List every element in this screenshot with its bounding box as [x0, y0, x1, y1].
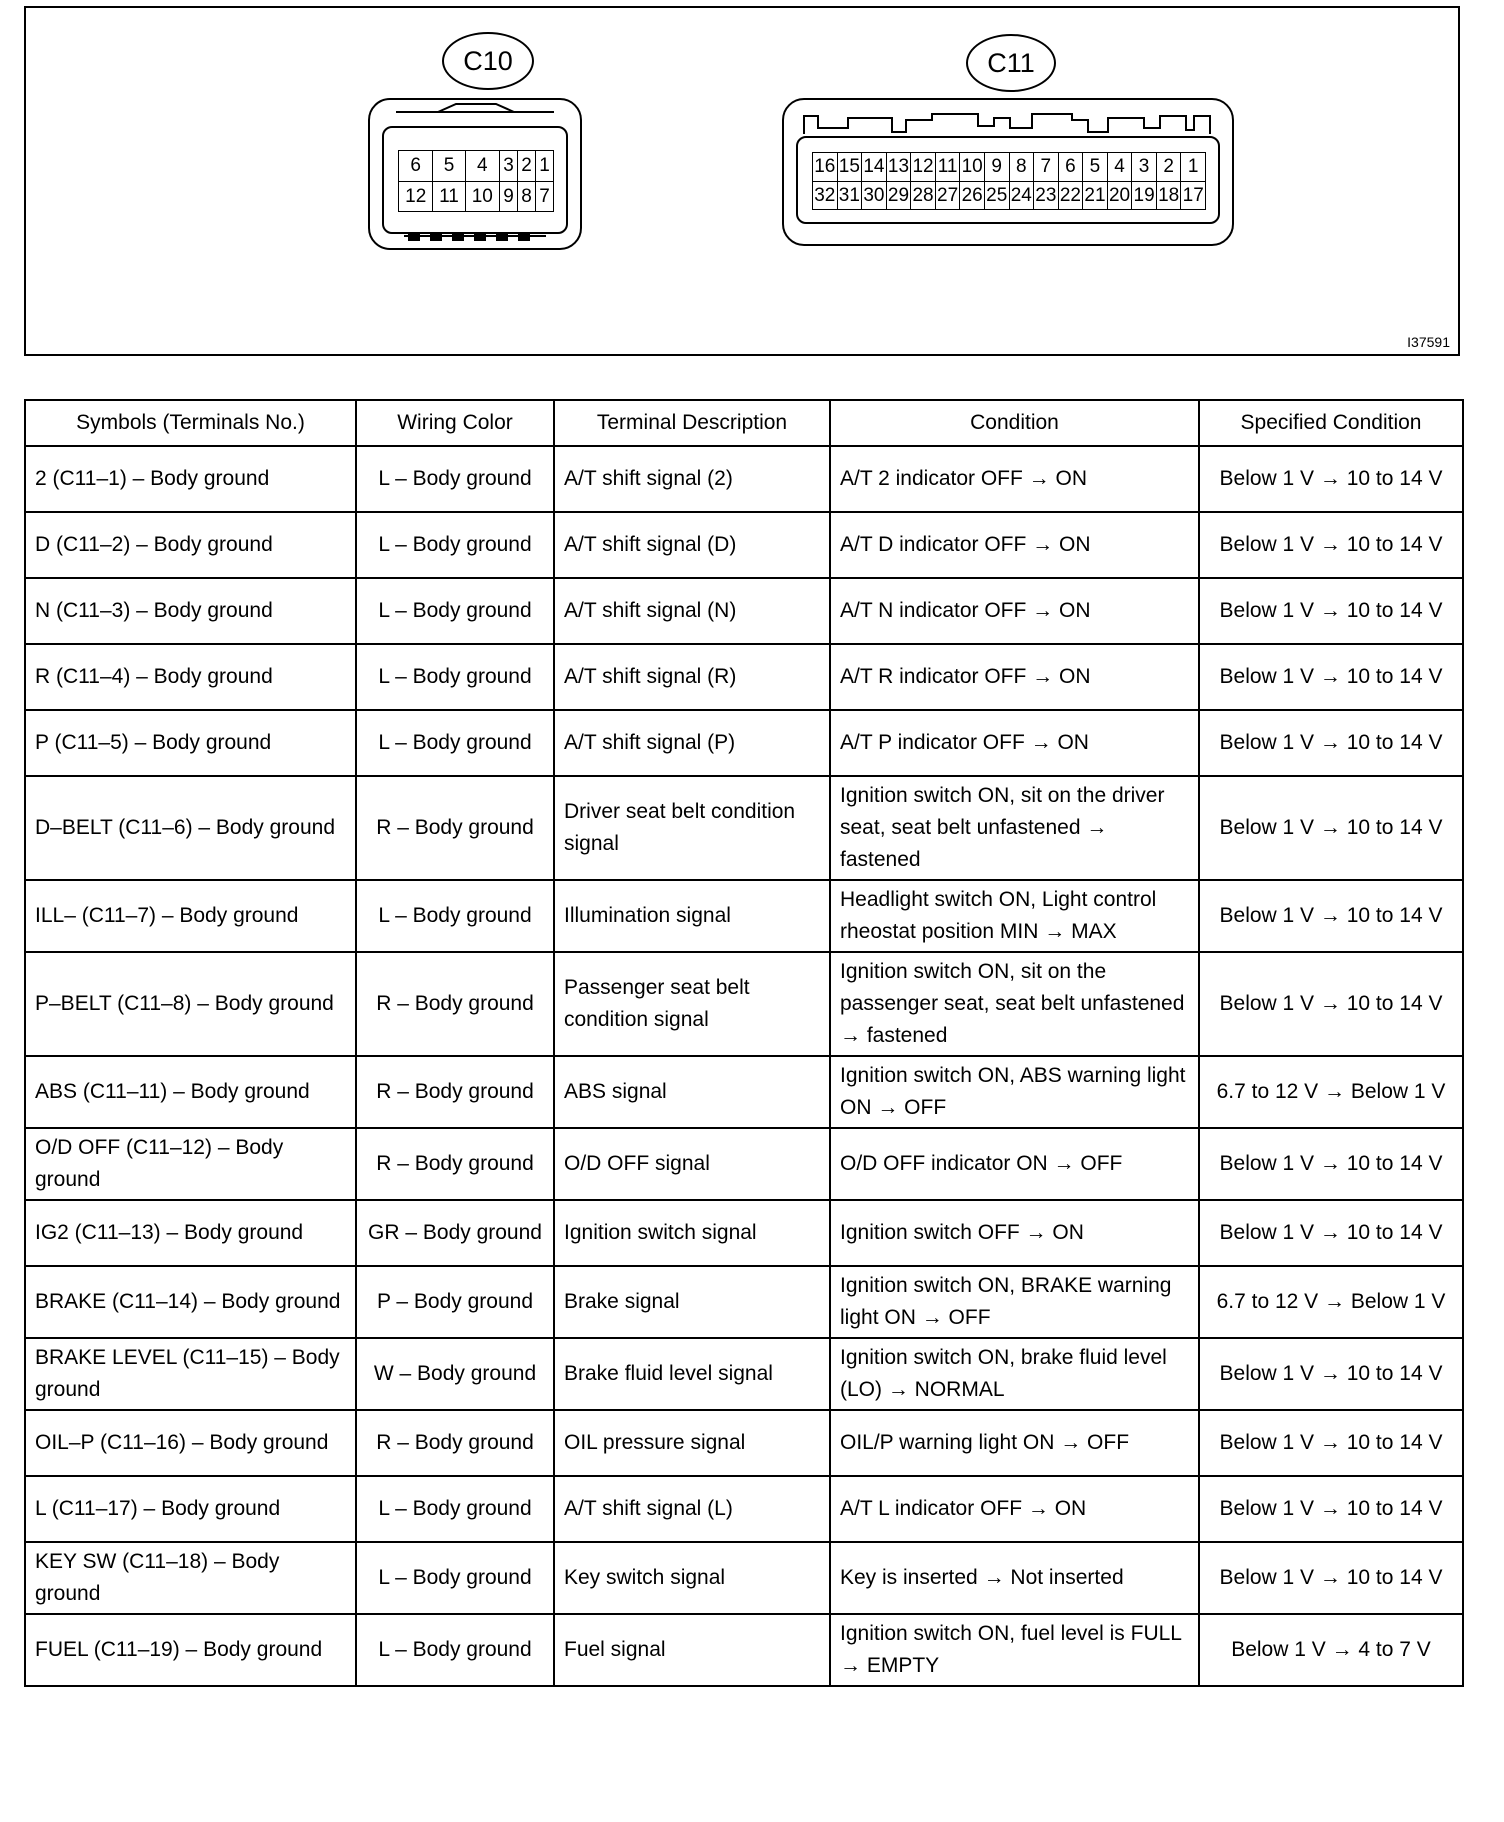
table-row	[25, 512, 1463, 578]
cell-symbol: BRAKE LEVEL (C11–15) – Body ground	[25, 1338, 356, 1410]
c11-pin: 9	[984, 153, 1009, 182]
c10-pin: 8	[517, 181, 535, 212]
table-row	[25, 578, 1463, 644]
cell-terminal-description: A/T shift signal (R)	[554, 644, 830, 710]
cell-specified-condition: Below 1 V → 10 to 14 V	[1199, 446, 1463, 512]
c10-bottom-tabs-icon	[368, 232, 582, 246]
table-row	[25, 776, 1463, 880]
c10-latch-icon	[368, 98, 582, 128]
c11-pin: 30	[862, 181, 887, 210]
c11-pin: 18	[1156, 181, 1181, 210]
cell-terminal-description: O/D OFF signal	[554, 1128, 830, 1200]
cell-wiring-color: L – Body ground	[356, 710, 554, 776]
c11-pin: 24	[1009, 181, 1034, 210]
cell-wiring-color: R – Body ground	[356, 1410, 554, 1476]
cell-symbol: OIL–P (C11–16) – Body ground	[25, 1410, 356, 1476]
cell-specified-condition: Below 1 V → 10 to 14 V	[1199, 1476, 1463, 1542]
cell-specified-condition: Below 1 V → 10 to 14 V	[1199, 1338, 1463, 1410]
c11-pin-grid	[812, 152, 1206, 210]
header-wiring-color: Wiring Color	[356, 400, 554, 446]
c11-pin: 6	[1058, 153, 1083, 182]
cell-terminal-description: OIL pressure signal	[554, 1410, 830, 1476]
header-terminal-description: Terminal Description	[554, 400, 830, 446]
c11-pin: 22	[1058, 181, 1083, 210]
c10-pin: 6	[399, 151, 433, 182]
cell-symbol: BRAKE (C11–14) – Body ground	[25, 1266, 356, 1338]
table-row	[25, 1476, 1463, 1542]
cell-specified-condition: Below 1 V → 10 to 14 V	[1199, 578, 1463, 644]
cell-specified-condition: 6.7 to 12 V → Below 1 V	[1199, 1266, 1463, 1338]
header-symbols: Symbols (Terminals No.)	[25, 400, 356, 446]
cell-specified-condition: Below 1 V → 10 to 14 V	[1199, 644, 1463, 710]
cell-symbol: L (C11–17) – Body ground	[25, 1476, 356, 1542]
cell-symbol: FUEL (C11–19) – Body ground	[25, 1614, 356, 1686]
table-row	[25, 1338, 1463, 1410]
cell-condition: Key is inserted → Not inserted	[830, 1542, 1199, 1614]
cell-specified-condition: 6.7 to 12 V → Below 1 V	[1199, 1056, 1463, 1128]
cell-symbol: O/D OFF (C11–12) – Body ground	[25, 1128, 356, 1200]
cell-condition: A/T N indicator OFF → ON	[830, 578, 1199, 644]
cell-wiring-color: L – Body ground	[356, 644, 554, 710]
c10-pin: 2	[517, 151, 535, 182]
table-row	[25, 1614, 1463, 1686]
cell-condition: A/T P indicator OFF → ON	[830, 710, 1199, 776]
c10-pin: 11	[433, 181, 465, 212]
cell-terminal-description: Ignition switch signal	[554, 1200, 830, 1266]
cell-wiring-color: W – Body ground	[356, 1338, 554, 1410]
c10-pin-housing	[382, 126, 568, 234]
cell-terminal-description: A/T shift signal (N)	[554, 578, 830, 644]
table-row	[25, 1128, 1463, 1200]
c11-pin: 4	[1107, 153, 1132, 182]
c11-pin: 32	[813, 181, 838, 210]
c11-pin: 3	[1132, 153, 1157, 182]
cell-symbol: R (C11–4) – Body ground	[25, 644, 356, 710]
table-row	[25, 446, 1463, 512]
cell-wiring-color: R – Body ground	[356, 952, 554, 1056]
cell-wiring-color: L – Body ground	[356, 446, 554, 512]
cell-specified-condition: Below 1 V → 10 to 14 V	[1199, 710, 1463, 776]
cell-terminal-description: Passenger seat belt condition signal	[554, 952, 830, 1056]
c11-pin: 14	[862, 153, 887, 182]
table-row	[25, 1266, 1463, 1338]
cell-symbol: ILL– (C11–7) – Body ground	[25, 880, 356, 952]
cell-wiring-color: P – Body ground	[356, 1266, 554, 1338]
cell-wiring-color: R – Body ground	[356, 1128, 554, 1200]
c11-pin: 11	[935, 153, 960, 182]
c10-connector	[368, 98, 582, 250]
table-row	[25, 952, 1463, 1056]
header-condition: Condition	[830, 400, 1199, 446]
c11-pin: 10	[960, 153, 985, 182]
cell-condition: A/T R indicator OFF → ON	[830, 644, 1199, 710]
c10-pin-grid	[398, 150, 554, 212]
c11-pin: 13	[886, 153, 911, 182]
cell-specified-condition: Below 1 V → 4 to 7 V	[1199, 1614, 1463, 1686]
header-specified-condition: Specified Condition	[1199, 400, 1463, 446]
c11-pin: 7	[1034, 153, 1059, 182]
c10-pin: 10	[465, 181, 499, 212]
cell-wiring-color: L – Body ground	[356, 880, 554, 952]
cell-specified-condition: Below 1 V → 10 to 14 V	[1199, 1200, 1463, 1266]
c11-pin: 5	[1083, 153, 1108, 182]
cell-symbol: P–BELT (C11–8) – Body ground	[25, 952, 356, 1056]
cell-symbol: KEY SW (C11–18) – Body ground	[25, 1542, 356, 1614]
cell-wiring-color: L – Body ground	[356, 1476, 554, 1542]
cell-condition: OIL/P warning light ON → OFF	[830, 1410, 1199, 1476]
c11-pin: 2	[1156, 153, 1181, 182]
c10-pin: 5	[433, 151, 465, 182]
cell-condition: Ignition switch ON, brake fluid level (LO) → NORMAL	[830, 1338, 1199, 1410]
cell-terminal-description: Key switch signal	[554, 1542, 830, 1614]
c11-pin: 17	[1181, 181, 1206, 210]
cell-wiring-color: L – Body ground	[356, 1542, 554, 1614]
cell-terminal-description: A/T shift signal (P)	[554, 710, 830, 776]
table-row	[25, 1410, 1463, 1476]
cell-wiring-color: L – Body ground	[356, 512, 554, 578]
cell-symbol: P (C11–5) – Body ground	[25, 710, 356, 776]
c11-pin-housing	[796, 136, 1220, 224]
cell-symbol: IG2 (C11–13) – Body ground	[25, 1200, 356, 1266]
c11-pin: 12	[911, 153, 936, 182]
table-row	[25, 710, 1463, 776]
c11-pin: 26	[960, 181, 985, 210]
c11-connector	[782, 98, 1234, 246]
cell-symbol: D (C11–2) – Body ground	[25, 512, 356, 578]
c10-pin: 3	[500, 151, 518, 182]
cell-wiring-color: L – Body ground	[356, 1614, 554, 1686]
cell-terminal-description: Brake fluid level signal	[554, 1338, 830, 1410]
cell-specified-condition: Below 1 V → 10 to 14 V	[1199, 1542, 1463, 1614]
cell-condition: O/D OFF indicator ON → OFF	[830, 1128, 1199, 1200]
c10-pin: 12	[399, 181, 433, 212]
terminal-spec-table	[24, 399, 1464, 1687]
cell-wiring-color: L – Body ground	[356, 578, 554, 644]
c11-pin: 19	[1132, 181, 1157, 210]
cell-symbol: D–BELT (C11–6) – Body ground	[25, 776, 356, 880]
cell-condition: Ignition switch ON, sit on the driver seat, seat belt unfastened → fastened	[830, 776, 1199, 880]
cell-wiring-color: GR – Body ground	[356, 1200, 554, 1266]
cell-specified-condition: Below 1 V → 10 to 14 V	[1199, 1128, 1463, 1200]
c10-pin: 9	[500, 181, 518, 212]
cell-condition: A/T L indicator OFF → ON	[830, 1476, 1199, 1542]
cell-condition: A/T D indicator OFF → ON	[830, 512, 1199, 578]
c11-pin: 16	[813, 153, 838, 182]
c11-pin: 21	[1083, 181, 1108, 210]
c11-pin: 31	[837, 181, 862, 210]
c10-pin: 7	[535, 181, 553, 212]
table-row	[25, 1542, 1463, 1614]
cell-condition: A/T 2 indicator OFF → ON	[830, 446, 1199, 512]
cell-terminal-description: Brake signal	[554, 1266, 830, 1338]
cell-condition: Ignition switch ON, ABS warning light ON → OFF	[830, 1056, 1199, 1128]
c11-pin: 20	[1107, 181, 1132, 210]
cell-terminal-description: Fuel signal	[554, 1614, 830, 1686]
c11-label: C11	[966, 34, 1056, 92]
c11-pin: 27	[935, 181, 960, 210]
c11-pin: 15	[837, 153, 862, 182]
table-header-row	[25, 400, 1463, 446]
c10-label: C10	[442, 32, 534, 90]
connector-figure	[24, 6, 1460, 356]
cell-condition: Ignition switch ON, BRAKE warning light ON → OFF	[830, 1266, 1199, 1338]
c11-pin: 23	[1034, 181, 1059, 210]
cell-terminal-description: A/T shift signal (L)	[554, 1476, 830, 1542]
c11-pin: 28	[911, 181, 936, 210]
cell-condition: Headlight switch ON, Light control rheostat position MIN → MAX	[830, 880, 1199, 952]
cell-specified-condition: Below 1 V → 10 to 14 V	[1199, 1410, 1463, 1476]
cell-wiring-color: R – Body ground	[356, 776, 554, 880]
c11-pin: 25	[984, 181, 1009, 210]
cell-terminal-description: A/T shift signal (2)	[554, 446, 830, 512]
cell-specified-condition: Below 1 V → 10 to 14 V	[1199, 880, 1463, 952]
table-row	[25, 880, 1463, 952]
cell-specified-condition: Below 1 V → 10 to 14 V	[1199, 512, 1463, 578]
cell-wiring-color: R – Body ground	[356, 1056, 554, 1128]
cell-terminal-description: ABS signal	[554, 1056, 830, 1128]
cell-specified-condition: Below 1 V → 10 to 14 V	[1199, 776, 1463, 880]
cell-terminal-description: A/T shift signal (D)	[554, 512, 830, 578]
cell-symbol: N (C11–3) – Body ground	[25, 578, 356, 644]
c11-pin: 29	[886, 181, 911, 210]
cell-symbol: 2 (C11–1) – Body ground	[25, 446, 356, 512]
cell-symbol: ABS (C11–11) – Body ground	[25, 1056, 356, 1128]
c11-pin: 1	[1181, 153, 1206, 182]
c11-pin: 8	[1009, 153, 1034, 182]
cell-condition: Ignition switch OFF → ON	[830, 1200, 1199, 1266]
table-row	[25, 1200, 1463, 1266]
cell-terminal-description: Illumination signal	[554, 880, 830, 952]
c10-pin: 4	[465, 151, 499, 182]
table-row	[25, 644, 1463, 710]
cell-condition: Ignition switch ON, fuel level is FULL → EMPTY	[830, 1614, 1199, 1686]
figure-id: I37591	[1407, 334, 1450, 350]
c10-pin: 1	[535, 151, 553, 182]
cell-terminal-description: Driver seat belt condition signal	[554, 776, 830, 880]
cell-condition: Ignition switch ON, sit on the passenger seat, seat belt unfastened → fastened	[830, 952, 1199, 1056]
cell-specified-condition: Below 1 V → 10 to 14 V	[1199, 952, 1463, 1056]
table-row	[25, 1056, 1463, 1128]
